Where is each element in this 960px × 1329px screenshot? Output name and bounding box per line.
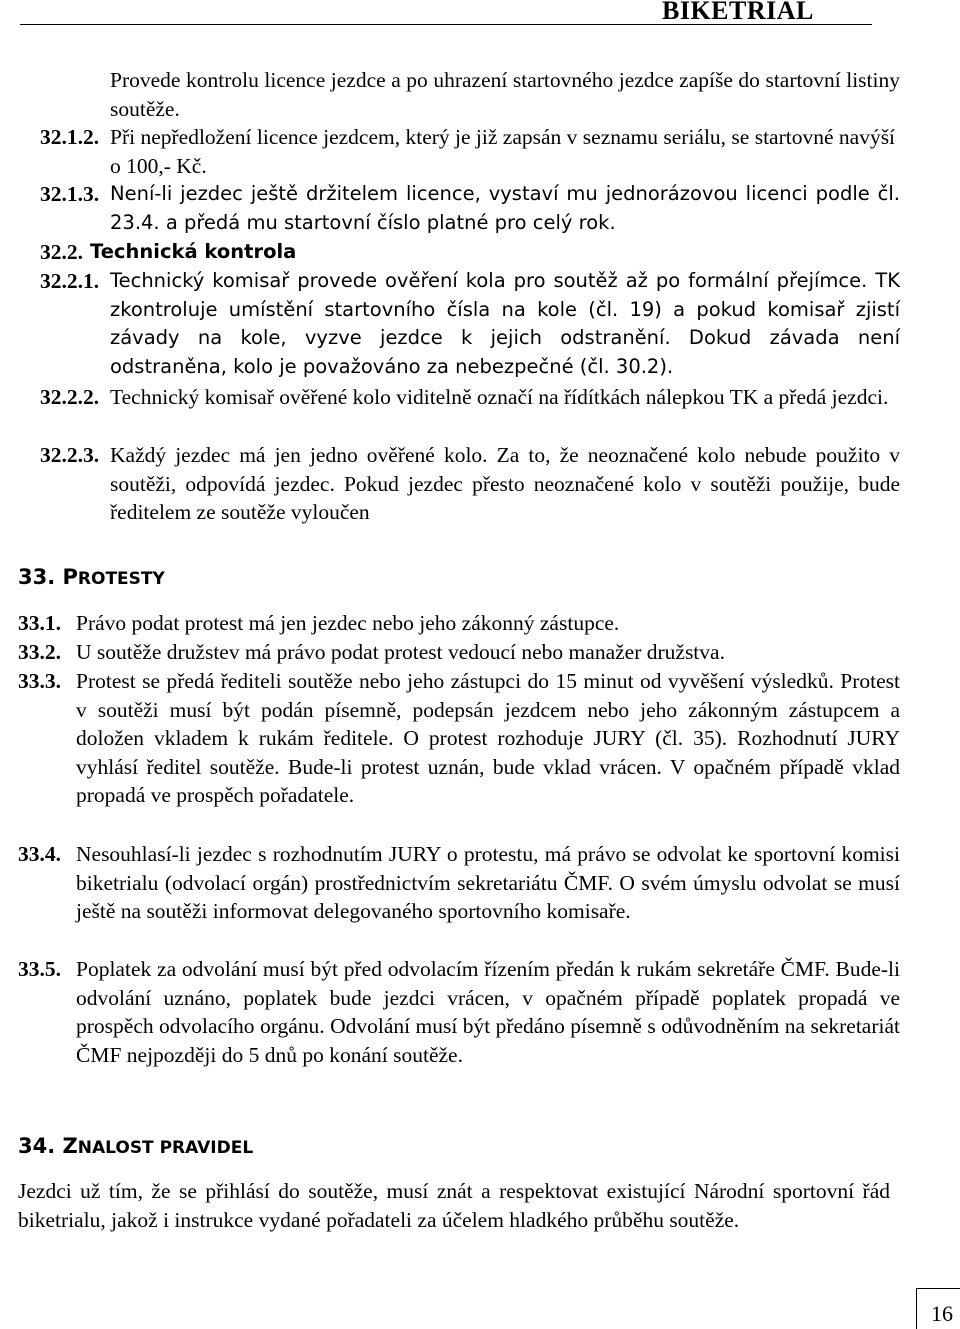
item-number: 32.2.2.: [40, 385, 100, 409]
header-title: BIKETRIAL: [662, 0, 814, 25]
item-number: 33.1.: [18, 611, 61, 635]
item-32-2-3-text: Každý jezdec má jen jedno ověřené kolo. Za to, že neoznačené kolo nebude použito v soutěži, odpovídá jezdec. Pokud jezdec přesto neoznačené kolo v soutěži použije, bude ředitelem ze soutěže vyloučen: [110, 443, 900, 524]
item-33-3-text: Protest se předá řediteli soutěže nebo jeho zástupci do 15 minut od vyvěšení výsledků. Protest v soutěži musí být podán písemně, podepsán jezdcem nebo jeho zákonným zástupcem a doložen vkladem k rukám ředitele. O protest rozhoduje JURY (čl. 35). Rozhodnutí JURY vyhlásí ředitel soutěže. Bude-li protest uznán, bude vklad vrácen. V opačném případě vklad propadá ve prospěch pořadatele.: [76, 669, 900, 807]
item-number: 33.2.: [18, 640, 61, 664]
item-32-2-2-text: Technický komisař ověřené kolo viditelně označí na řídítkách nálepkou TK a předá jezdci.: [110, 385, 889, 409]
section-34-text: Jezdci už tím, že se přihlásí do soutěže, musí znát a respektovat existující Národní sportovní řád biketrialu, jakož i instrukce vydané pořadateli za účelem hladkého průběhu soutěže.: [18, 1179, 890, 1232]
page-header: [0, 0, 960, 30]
section-title-rest: NALOST PRAVIDEL: [77, 1138, 254, 1158]
page-number: 16: [931, 1301, 953, 1326]
subsection-title: Technická kontrola: [90, 240, 297, 263]
item-number: 32.2.3.: [40, 443, 100, 467]
item-number: 32.1.2.: [40, 125, 100, 149]
section-32-1-intro: Provede kontrolu licence jezdce a po uhrazení startovného jezdce zapíše do startovní listiny soutěže.: [110, 68, 900, 121]
item-33-4-text: Nesouhlasí-li jezdec s rozhodnutím JURY o protestu, má právo se odvolat ke sportovní komisi biketrialu (odvolací orgán) prostřednictvím sekretariátu ČMF. O svém úmyslu odvolat se musí ještě na soutěži informovat delegovaného sportovního komisaře.: [76, 842, 900, 923]
section-title-first: P: [62, 565, 78, 589]
page-number-box: [916, 1288, 960, 1329]
item-number: 33.3.: [18, 669, 61, 693]
subsection-number: 32.2.: [40, 240, 83, 264]
section-number: 34.: [18, 1134, 56, 1158]
item-number: 33.4.: [18, 842, 61, 866]
item-32-1-2-text: Při nepředložení licence jezdcem, který je již zapsán v seznamu seriálu, se startovné navýší o 100,- Kč.: [110, 125, 896, 178]
item-number: 32.1.3.: [40, 182, 100, 206]
item-number: 33.5.: [18, 957, 61, 981]
section-title-first: Z: [62, 1134, 78, 1158]
section-34-heading: [18, 1132, 253, 1162]
item-32-2-1-text: Technický komisař provede ověření kola pro soutěž až po formální přejímce. TK zkontroluje umístění startovního čísla na kole (čl. 19) a pokud komisař zjistí závady na kole, vyzve jezdce k jejich odstranění. Dokud závada není odstraněna, kolo je považováno za nebezpečné (čl. 30.2).: [110, 269, 900, 378]
item-33-1-text: Právo podat protest má jen jezdec nebo jeho zákonný zástupce.: [76, 611, 620, 635]
item-33-2-text: U soutěže družstev má právo podat protest vedoucí nebo manažer družstva.: [76, 640, 725, 664]
section-title-rest: ROTESTY: [77, 569, 165, 589]
item-number: 32.2.1.: [40, 269, 100, 293]
section-number: 33.: [18, 565, 56, 589]
item-33-5-text: Poplatek za odvolání musí být před odvolacím řízením předán k rukám sekretáře ČMF. Bude-li odvolání uznáno, poplatek bude jezdci vrácen, v opačném případě poplatek propadá ve prospěch odvolacího orgánu. Odvolání musí být předáno písemně s odůvodněním na sekretariát ČMF nejpozději do 5 dnů po konání soutěže.: [76, 957, 900, 1067]
item-32-1-3-text: Není-li jezdec ještě držitelem licence, vystaví mu jednorázovou licenci podle čl. 23.4. a předá mu startovní číslo platné pro celý rok.: [110, 182, 900, 234]
section-33-heading: [18, 563, 165, 593]
